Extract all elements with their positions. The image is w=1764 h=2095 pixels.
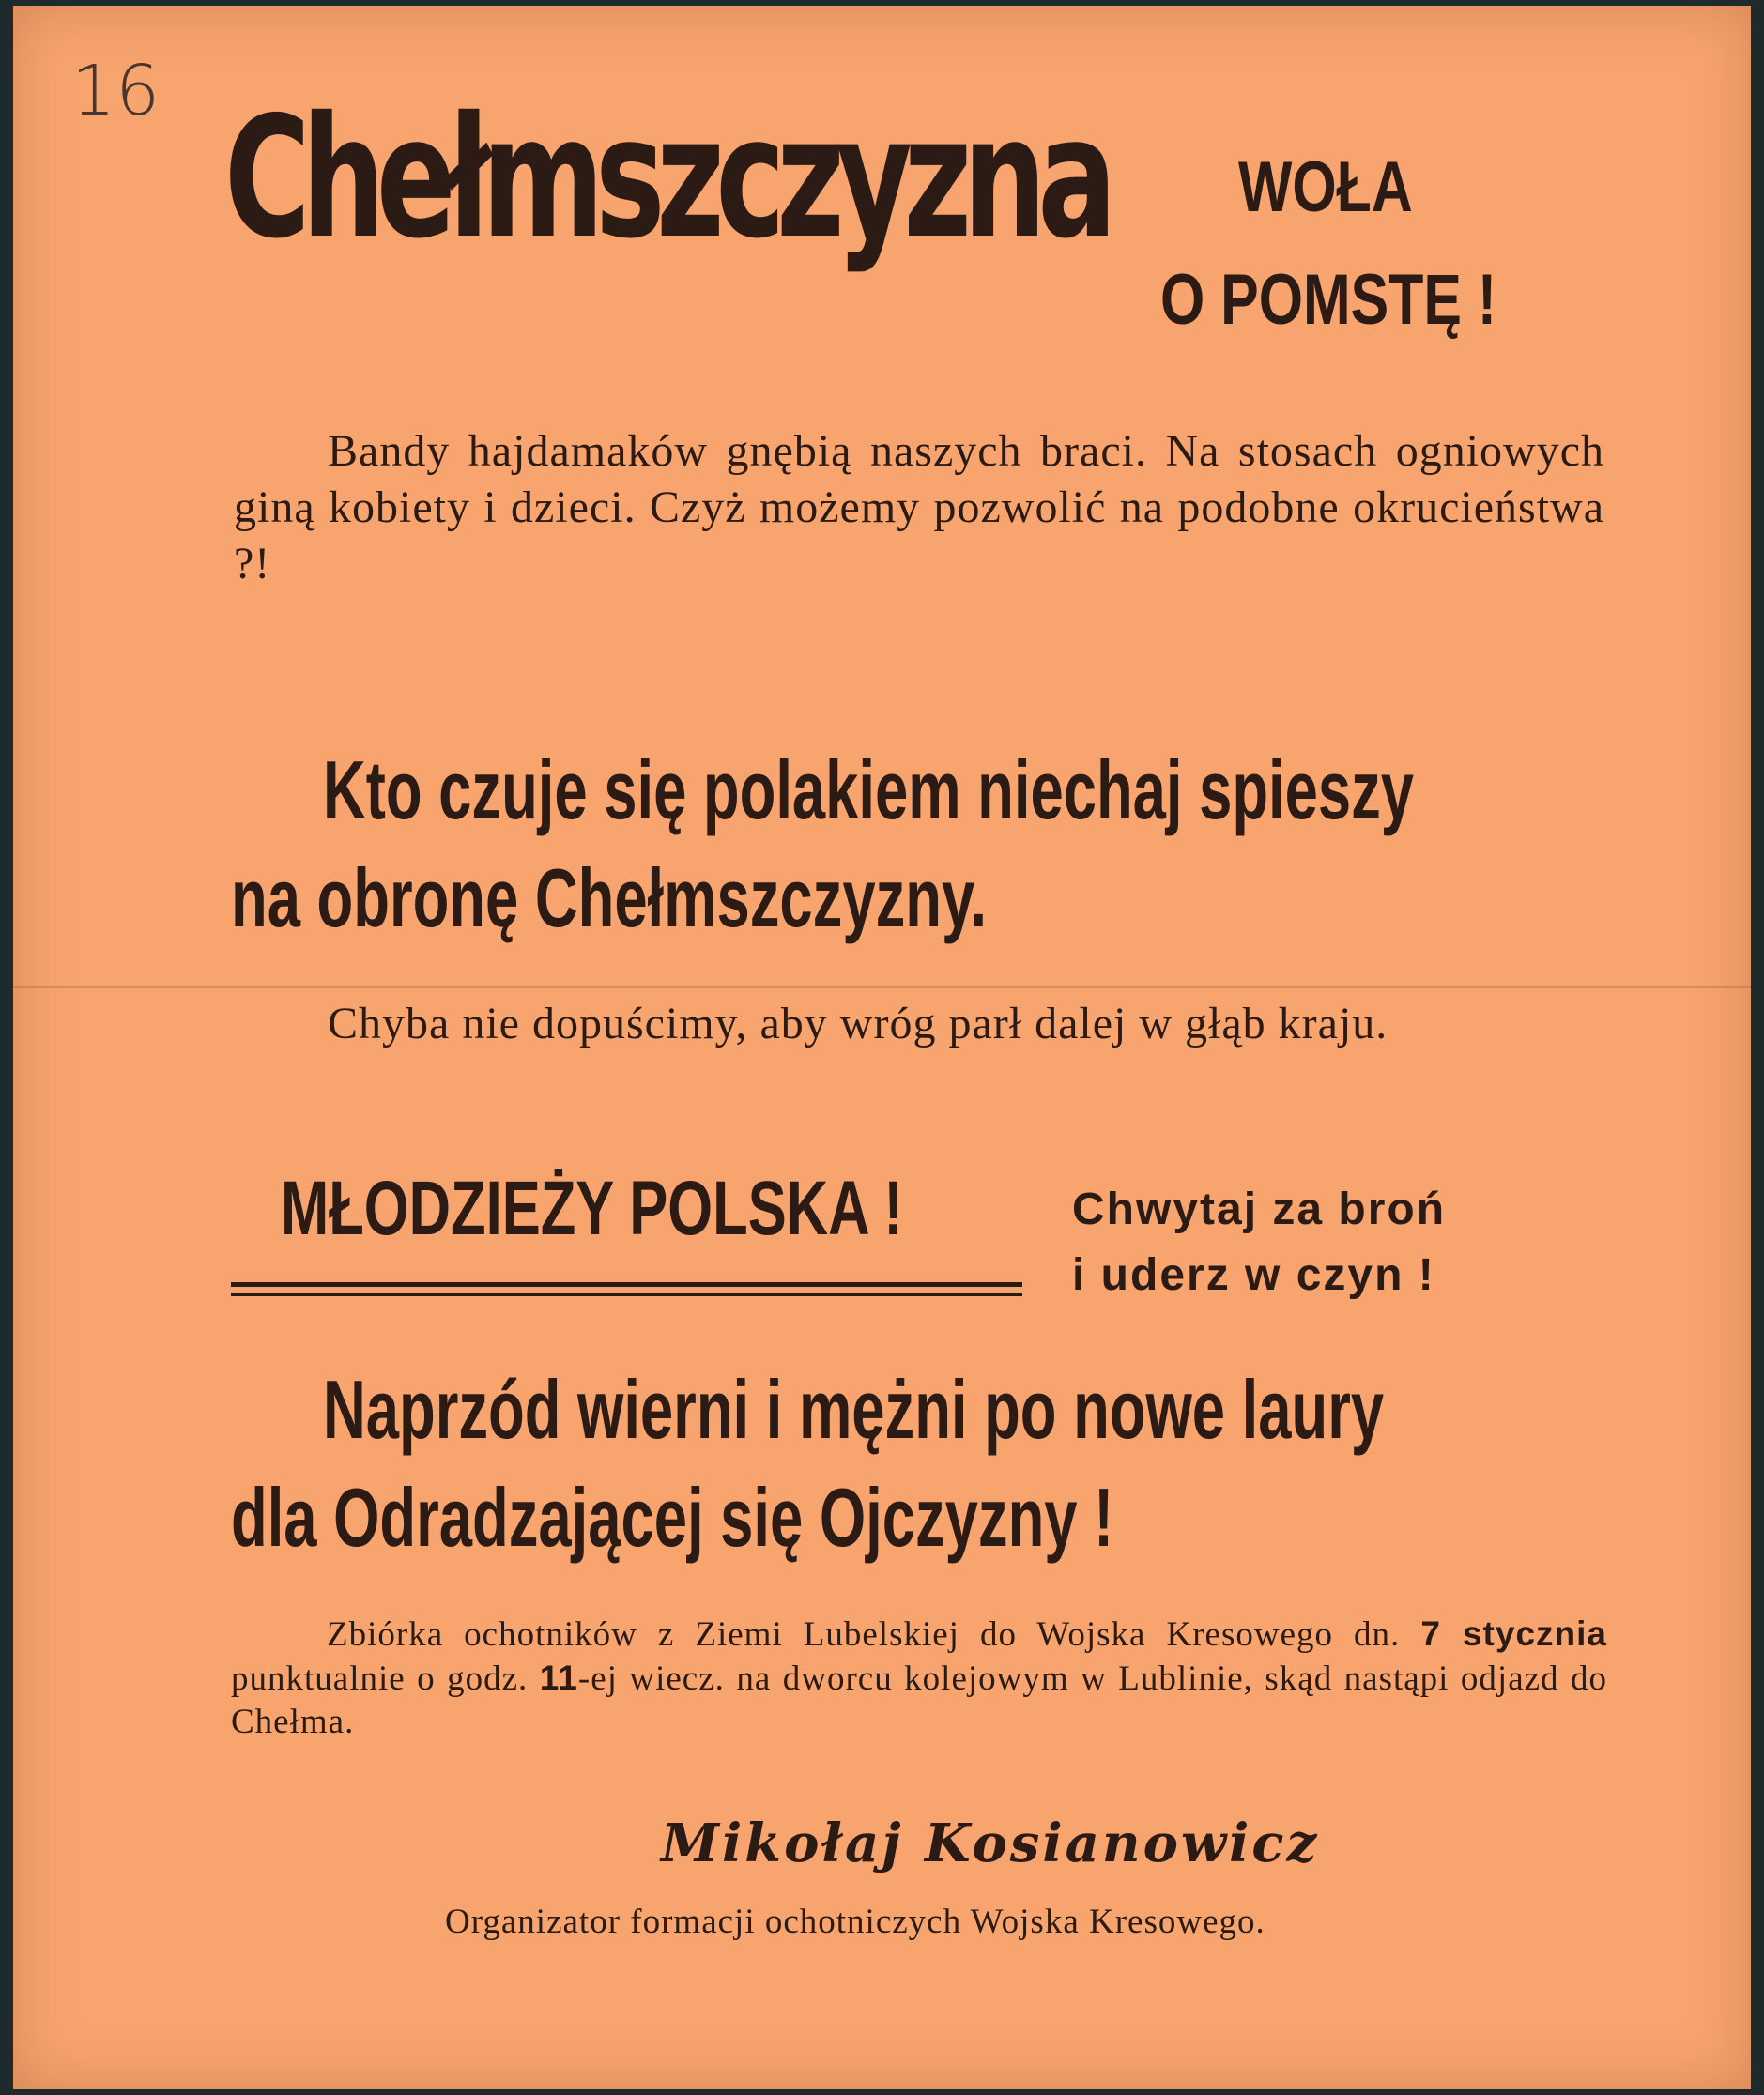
double-rule-bottom	[231, 1293, 1022, 1296]
assembly-date: 7 stycznia	[1420, 1614, 1607, 1653]
assembly-text-1: Zbiórka ochotników z Ziemi Lubelskiej do Wojska Kresowego dn.	[327, 1615, 1401, 1654]
paper-fold	[13, 986, 1751, 988]
poster-sheet	[13, 6, 1751, 2089]
signature-name: Mikołaj Kosianowicz	[661, 1812, 1320, 1874]
youth-right-line-2: i uderz w czyn !	[1072, 1250, 1435, 1300]
youth-right-line-1: Chwytaj za broń	[1072, 1185, 1447, 1234]
double-rule-top	[231, 1282, 1022, 1287]
assembly-hour: 11	[539, 1659, 578, 1697]
call-line-1: Kto czuje się polakiem niechaj spieszy	[323, 743, 1415, 836]
intro-paragraph: Bandy hajdamaków gnębią naszych braci. Na stosach ogniowych giną kobiety i dzieci. Czyż możemy pozwolić na podobne okrucieństwa ?!	[234, 426, 1604, 589]
signature-role: Organizator formacji ochotniczych Wojska Kresowego.	[445, 1903, 1265, 1941]
call-line-2: na obronę Chełmszczyzny.	[231, 851, 988, 944]
handwritten-annotation: 16	[71, 51, 161, 131]
assembly-text-2: punktualnie o godz.	[231, 1659, 529, 1698]
second-paragraph: Chyba nie dopuścimy, aby wróg parł dalej w głąb kraju.	[328, 999, 1388, 1048]
forward-line-1: Naprzód wierni i mężni po nowe laury	[323, 1363, 1385, 1456]
forward-line-2: dla Odradzającej się Ojczyzny !	[231, 1471, 1114, 1564]
youth-headline: MŁODZIEŻY POLSKA !	[281, 1166, 903, 1251]
title-side-top: WOŁA	[1238, 147, 1413, 227]
assembly-notice	[231, 1613, 1607, 1744]
assembly-text-3: -ej wiecz. na dworcu kolejowym w Lublinie, skąd nastąpi odjazd do Chełma.	[231, 1659, 1608, 1741]
title-side-bottom: O POMSTĘ !	[1160, 260, 1497, 340]
poster-title: Chełmszczyzna	[224, 81, 1109, 275]
